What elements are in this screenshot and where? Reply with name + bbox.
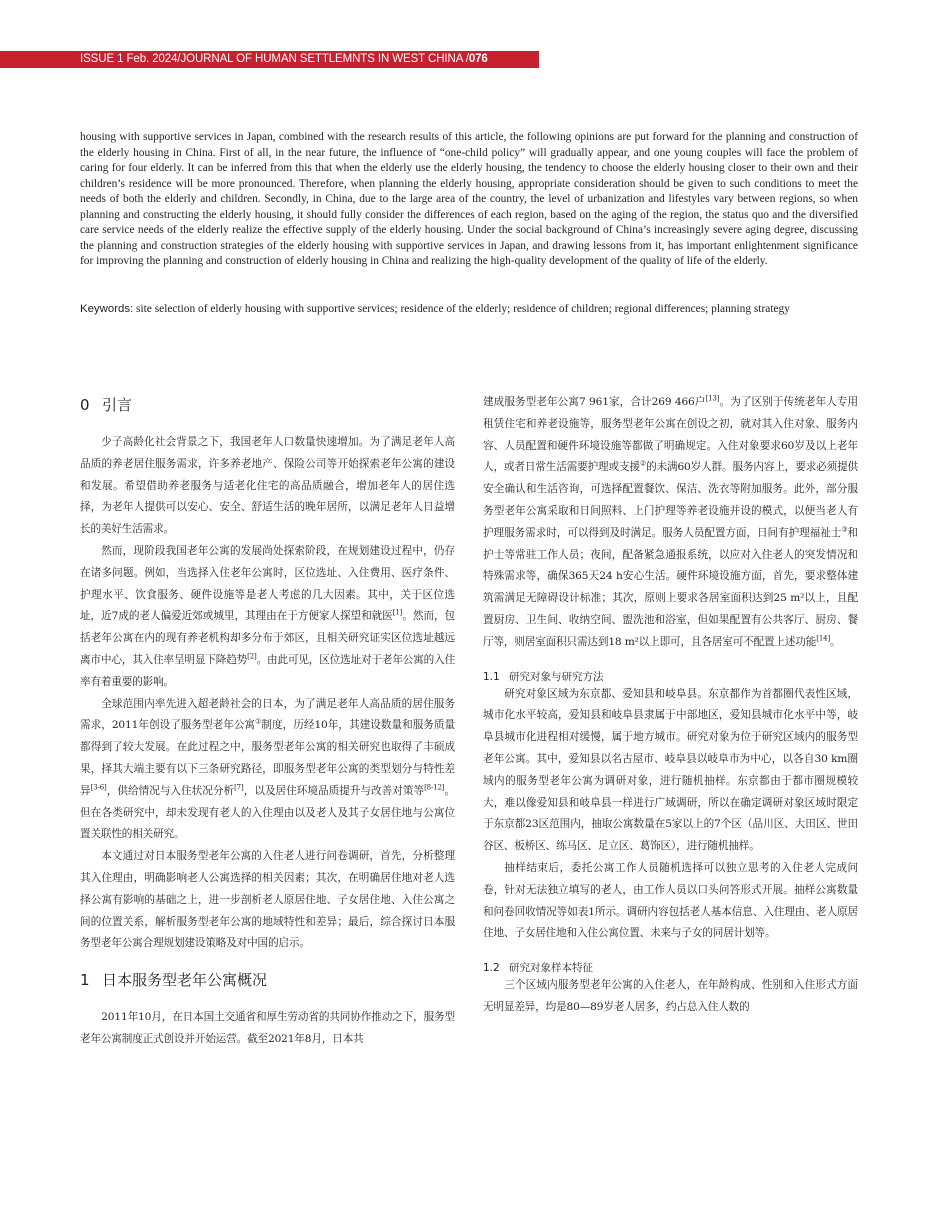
paragraph: 少子高龄化社会背景之下，我国老年人口数量快速增加。为了满足老年人高品质的养老居住服务需求，许多养老地产、保险公司等开始探索老年公寓的建设和发展。希望借助养老服务与适老化住宅的高品质融合，增加老年人的居住选择，为老年人提供可以安心、安全、舒适生活的晚年居所，以满足老年人日益增长的美好生活需求。	[80, 436, 455, 536]
abstract-text: housing with supportive services in Japan, combined with the research results of this article, the following opinions are put forward for the planning and construction of the elderly housing in China. First of all, in the near future, the influence of “one-child policy” will gradually appear, and one young couples will face the problem of caring for four elderly. It can be inferred from this that when the elderly use the elderly housing, the tendency to choose the elderly housing closer to their own and their children’s residence will be more pronounced. Therefore, when planning the elderly housing, appropriate consideration should be given to such conditions to meet the needs of both the elderly and children. Secondly, in China, due to the large area of the country, the level of urbanization and lifestyles vary between regions, so when planning and constructing the elderly housing, it should fully consider the differences of each region, based on the aging of the region, the status quo and the diversified care service needs of the elderly realize the effective supply of the elderly housing. Under the social background of China’s increasingly severe aging degree, discussing the planning and construction strategies of the elderly housing with supportive services in Japan, and drawing lessons from it, has important enlightenment significance for improving the planning and construction of elderly housing in China and realizing the high-quality development of the quality of life of the elderly.	[80, 131, 858, 267]
citation-ref: [14]	[816, 634, 831, 643]
citation-ref: [7]	[234, 783, 244, 792]
keywords-line	[80, 302, 870, 318]
journal-citation: ISSUE 1 Feb. 2024/JOURNAL OF HUMAN SETTLEMNTS IN WEST CHINA /	[80, 53, 469, 65]
section-title: 引言	[102, 396, 133, 414]
paragraph: 三个区域内服务型老年公寓的入住老人，在年龄构成、性别和入住形式方面无明显差异，均是80—89岁老人居多，约占总入住人数的	[483, 979, 858, 1013]
citation-ref: [3-6]	[90, 783, 107, 792]
citation-ref: [8-12]	[424, 783, 445, 792]
left-column	[80, 390, 455, 1051]
page-number: 076	[468, 53, 488, 65]
subsection-number: 1.2	[483, 962, 500, 975]
footnote-ref: ②	[639, 459, 647, 468]
section-1-heading	[80, 969, 455, 991]
paragraph: 全球范围内率先进入超老龄社会的日本，为了满足老年人高品质的居住服务需求，2011年创设了服务型老年公寓①制度，历经10年，其建设数量和服务质量都得到了较大发展。在此过程之中，服务型老年公寓的相关研究也取得了丰硕成果，择其大端主要有以下三条研究路径，即服务型老年公寓的类型划分与特性差异[3-6]，供给情况与入住状况分析[7]，以及居住环境品质提升与改善对策等[8-12]。但在各类研究中，却未发现有老人的入住理由以及老人及其子女居住地与公寓位置关联性的相关研究。	[80, 697, 455, 841]
section-0-heading	[80, 394, 455, 416]
keywords-text: site selection of elderly housing with supportive services; residence of the elderly; residence of children; regional differences; planning strategy	[133, 303, 790, 315]
subsection-number: 1.1	[483, 670, 500, 683]
citation-ref: [1]	[392, 608, 403, 617]
section-number: 1	[80, 971, 90, 990]
footnote-ref: ③	[841, 525, 848, 534]
paragraph: 然而，现阶段我国老年公寓的发展尚处探索阶段，在规划建设过程中，仍存在诸多问题。例如，当选择入住老年公寓时，区位选址、入住费用、医疗条件、护理水平、饮食服务、硬件设施等是老人考虑的几大因素。其中，关于区位选址，近7成的老人偏爱近郊或城里，其理由在于方便家人探望和就医[1]。然而，包括老年公寓在内的现有养老机构却多分布于郊区，且相关研究证实区位选址越远离市中心，其入住率呈明显下降趋势[2]。由此可见，区位选址对于老年公寓的入住率有着重要的影响。	[80, 544, 456, 688]
section-title: 日本服务型老年公寓概况	[102, 971, 268, 990]
footnote-ref: ①	[255, 717, 262, 726]
journal-header	[0, 51, 539, 68]
subsection-1-1-heading	[483, 670, 858, 684]
subsection-title: 研究对象与研究方法	[509, 670, 604, 683]
citation-ref: [13]	[705, 394, 720, 403]
paragraph: 2011年10月，在日本国土交通省和厚生劳动省的共同协作推动之下，服务型老年公寓制度正式创设并开始运营。截至2021年8月，日本共	[80, 1011, 455, 1045]
right-column	[483, 392, 858, 1019]
subsection-1-2-heading	[483, 961, 858, 975]
paragraph: 研究对象区域为东京都、爱知县和岐阜县。东京都作为首都圈代表性区域，城市化水平较高，爱知县和岐阜县隶属于中部地区，爱知县城市化水平中等，岐阜县城市化进程相对缓慢，属于地方城市。研究对象为位于研究区域内的服务型老年公寓。其中，爱知县以名古屋市、岐阜县以岐阜市为中心，以各自30 km圈域内的服务型老年公寓为调研对象，进行随机抽样。东京都由于都市圈规模较大，难以像爱知县和岐阜县一样进行广域调研，所以在确定调研对象区域时限定于东京都23区范围内，抽取公寓数量在5家以上的7个区（品川区、大田区、世田谷区、板桥区、练马区、足立区、葛饰区），进行随机抽样。	[483, 687, 858, 853]
paragraph: 本文通过对日本服务型老年公寓的入住老人进行问卷调研，首先，分析整理其入住理由，明确影响老人公寓选择的相关因素；其次，在明确居住地对老人选择公寓有影响的基础之上，进一步剖析老人原居住地、子女居住地、入住公寓之间的位置关系，解析服务型老年公寓的地域特性和差异；最后，综合探讨日本服务型老年公寓合理规划建设策略及对中国的启示。	[80, 850, 455, 950]
paragraph: 抽样结束后，委托公寓工作人员随机选择可以独立思考的入住老人完成问卷，针对无法独立填写的老人，由工作人员以口头问答形式开展。抽样公寓数量和问卷回收情况等如表1所示。调研内容包括老人基本信息、入住理由、老人原居住地、子女居住地和入住公寓位置、未来与子女的同居计划等。	[483, 861, 858, 940]
citation-ref: [2]	[247, 652, 257, 661]
section-number: 0	[80, 396, 90, 414]
subsection-title: 研究对象样本特征	[509, 962, 593, 975]
keywords-label: Keywords:	[80, 303, 134, 315]
paragraph: 建成服务型老年公寓7 961家，合计269 466户[13]。为了区别于传统老年人专用租赁住宅和养老设施等，服务型老年公寓在创设之初，就对其入住对象、服务内容、人员配置和硬件环境设施等都做了明确规定。入住对象要求60岁及以上老年人，或者日常生活需要护理或支援②的未满60岁人群。服务内容上，要求必须提供安全确认和生活咨询，可选择配置餐饮、保洁、洗衣等附加服务。此外，部分服务型老年公寓采取和日间照料、上门护理等养老设施并设的模式，以便当老人有护理服务需求时，可以得到及时满足。服务人员配置方面，日间有护理福祉士③和护士等常驻工作人员；夜间，配备紧急通报系统，以应对入住老人的突发情况和特殊需求等，确保365天24 h安心生活。硬件环境设施方面，首先，要求整体建筑需满足无障碍设计标准；其次，原则上要求各居室面积达到25 m²以上，且配置厨房、卫生间、收纳空间、盥洗池和浴室，但如果配置有公共客厅、厨房、餐厅等，则居室面积只需达到18 m²以上即可，且各居室可不配置上述功能[14]。	[483, 394, 858, 648]
